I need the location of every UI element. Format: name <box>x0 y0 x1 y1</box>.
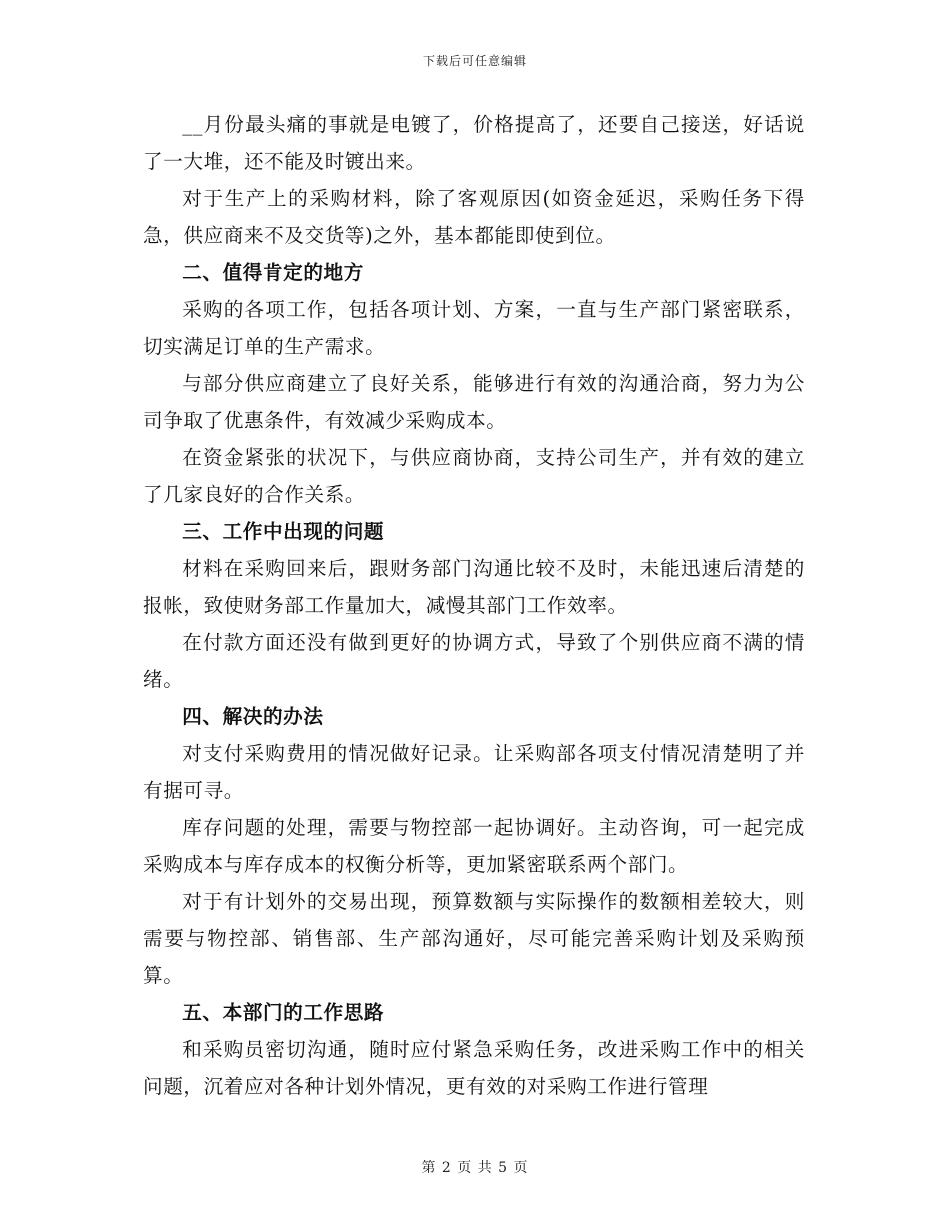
paragraph: 和采购员密切沟通，随时应付紧急采购任务，改进采购工作中的相关问题，沉着应对各种计划外情况，更有效的对采购工作进行管理 <box>143 1038 805 1098</box>
paragraph: 对于有计划外的交易出现，预算数额与实际操作的数额相差较大，则需要与物控部、销售部、生产部沟通好，尽可能完善采购计划及采购预算。 <box>143 890 805 987</box>
paragraph: 库存问题的处理，需要与物控部一起协调好。主动咨询，可一起完成采购成本与库存成本的权衡分析等，更加紧密联系两个部门。 <box>143 816 805 876</box>
paragraph: 对支付采购费用的情况做好记录。让采购部各项支付情况清楚明了并有据可寻。 <box>143 742 805 802</box>
section-heading: 四、解决的办法 <box>182 705 324 728</box>
paragraph: 对于生产上的采购材料，除了客观原因(如资金延迟，采购任务下得急，供应商来不及交货等)之外，基本都能即使到位。 <box>143 187 805 247</box>
page-number: 第 2 页 共 5 页 <box>421 1160 529 1176</box>
paragraph: __月份最头痛的事就是电镀了，价格提高了，还要自己接送，好话说了一大堆，还不能及时镀出来。 <box>143 113 805 173</box>
paragraph: 采购的各项工作，包括各项计划、方案，一直与生产部门紧密联系，切实满足订单的生产需求。 <box>143 298 805 358</box>
paragraph: 与部分供应商建立了良好关系，能够进行有效的沟通洽商，努力为公司争取了优惠条件，有效减少采购成本。 <box>143 372 805 432</box>
section-heading: 三、工作中出现的问题 <box>182 520 385 543</box>
paragraph: 在付款方面还没有做到更好的协调方式，导致了个别供应商不满的情绪。 <box>143 631 805 691</box>
paragraph: 材料在采购回来后，跟财务部门沟通比较不及时，未能迅速后清楚的报帐，致使财务部工作量加大，减慢其部门工作效率。 <box>143 557 805 617</box>
document-body <box>143 106 805 1105</box>
section-heading: 五、本部门的工作思路 <box>182 1001 385 1024</box>
paragraph: 在资金紧张的状况下，与供应商协商，支持公司生产，并有效的建立了几家良好的合作关系。 <box>143 446 805 506</box>
section-heading: 二、值得肯定的地方 <box>182 261 364 284</box>
page-header: 下载后可任意编辑 <box>422 54 527 68</box>
